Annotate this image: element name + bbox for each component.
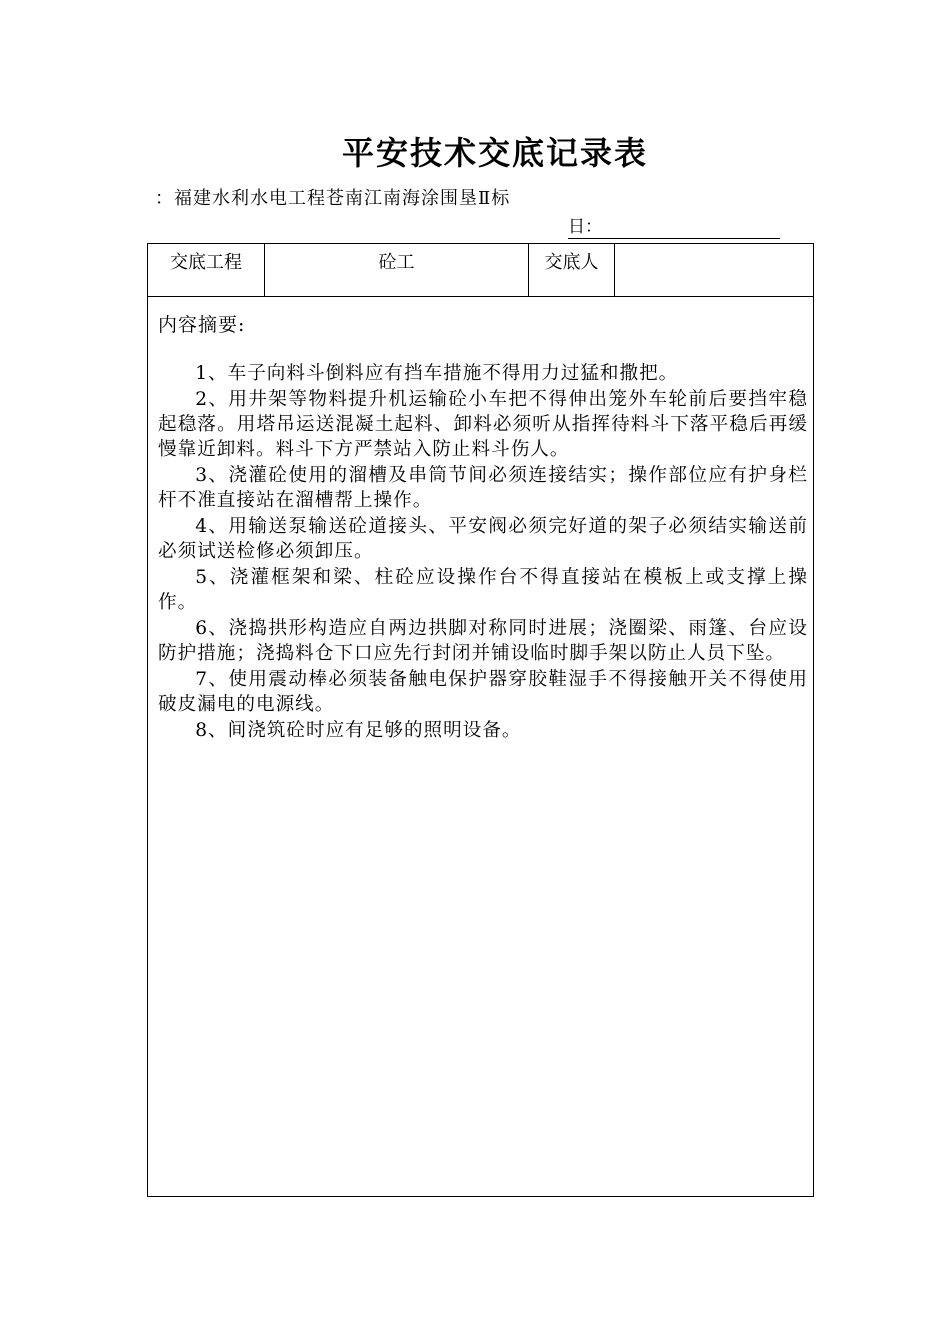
person-value-cell [615, 244, 815, 296]
content-paragraph: 5、浇灌框架和梁、柱砼应设操作台不得直接站在模板上或支撑上操作。 [158, 567, 808, 613]
header-row [148, 244, 813, 297]
person-label-cell: 交底人 [529, 244, 615, 296]
content-paragraph: 7、使用震动棒必须装备触电保护器穿胶鞋湿手不得接触开关不得使用破皮漏电的电源线。 [158, 669, 808, 715]
content-paragraph: 1、车子向料斗倒料应有挡车措施不得用力过猛和撒把。 [195, 363, 679, 384]
record-table [147, 243, 814, 1197]
content-paragraph: 8、间浇筑砼时应有足够的照明设备。 [195, 720, 522, 741]
project-name: ：福建水利水电工程苍南江南海涂围垦Ⅱ标 [155, 188, 511, 209]
content-area [158, 310, 808, 744]
document-title: 平安技术交底记录表 [341, 134, 648, 172]
summary-label: 内容摘要: [158, 314, 246, 336]
content-paragraph: 4、用输送泵输送砼道接头、平安阀必须完好道的架子必须结实输送前必须试送检修必须卸压。 [158, 516, 808, 562]
content-paragraph: 3、浇灌砼使用的溜槽及串筒节间必须连接结实；操作部位应有护身栏杆不准直接站在溜槽帮上操作。 [158, 465, 808, 511]
project-value-cell: 砼工 [265, 244, 529, 296]
content-paragraph: 6、浇捣拱形构造应自两边拱脚对称同时进展；浇圈梁、雨篷、台应设防护措施；浇捣料仓下口应先行封闭并铺设临时脚手架以防止人员下坠。 [158, 618, 808, 664]
content-paragraph: 2、用井架等物料提升机运输砼小车把不得伸出笼外车轮前后要挡牢稳起稳落。用塔吊运送混凝土起料、卸料必须听从指挥待料斗下落平稳后再缓慢靠近卸料。料斗下方严禁站入防止料斗伤人。 [158, 389, 808, 460]
date-field: 日： [568, 216, 780, 239]
project-label-cell: 交底工程 [148, 244, 265, 296]
